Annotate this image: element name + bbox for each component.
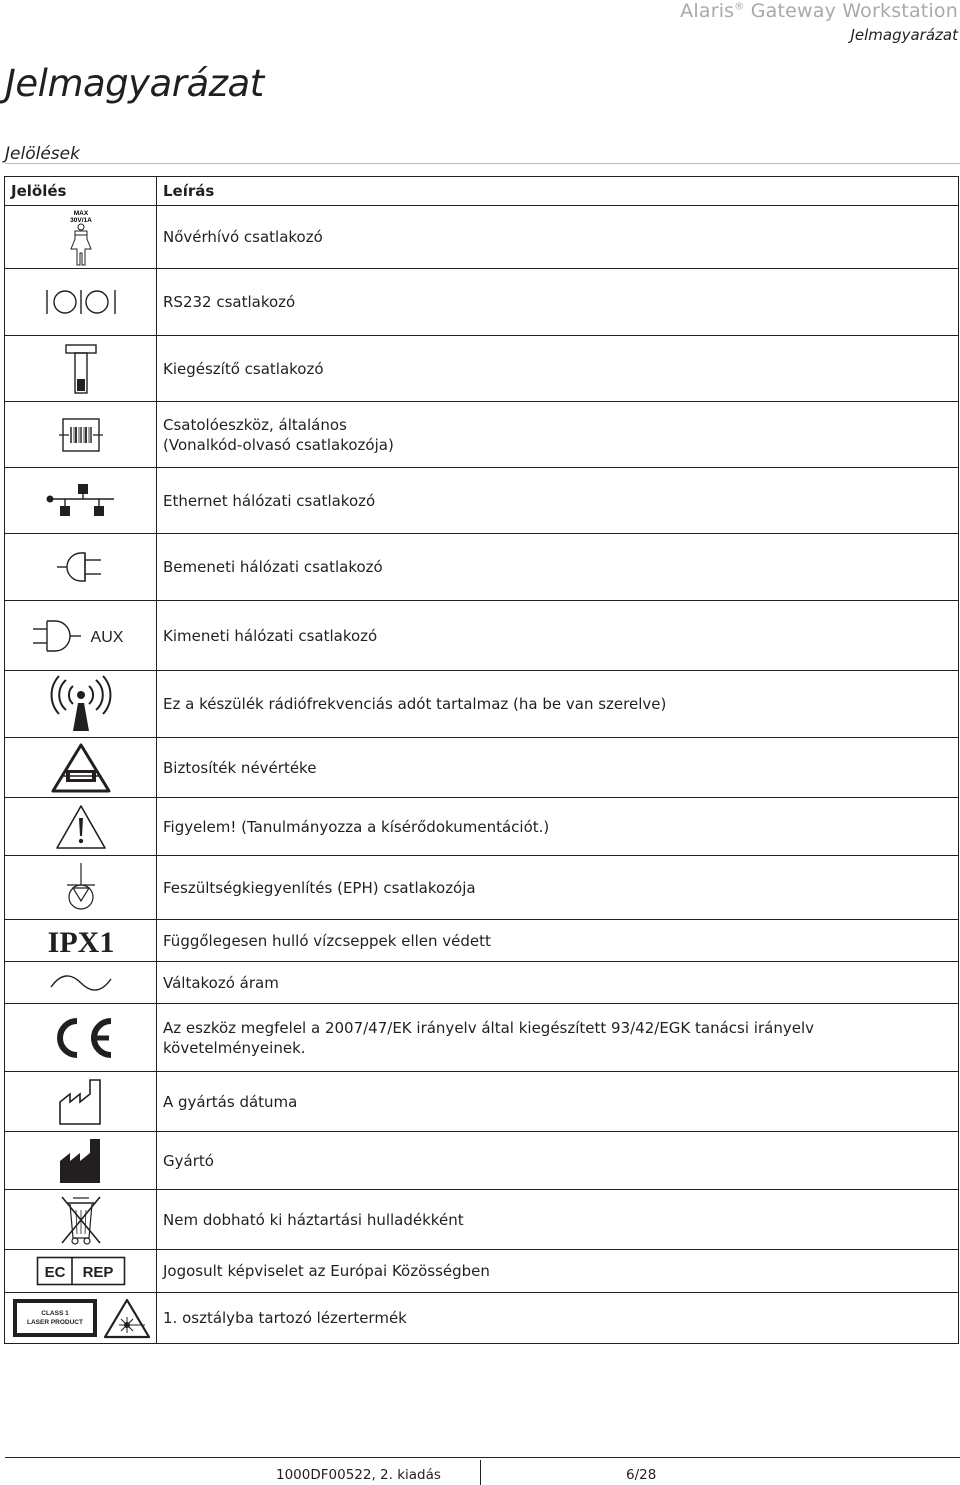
laser-class1-icon bbox=[5, 1293, 157, 1344]
section-subtitle: Jelölések bbox=[5, 144, 80, 164]
table-row bbox=[5, 920, 959, 962]
rep-label: REP bbox=[82, 1264, 113, 1281]
table-row bbox=[5, 206, 959, 269]
table-row bbox=[5, 1072, 959, 1132]
header-product bbox=[680, 0, 958, 22]
radio-transmitter-icon bbox=[5, 671, 157, 738]
header-product-suffix: Gateway Workstation bbox=[744, 0, 958, 22]
alternating-current-icon bbox=[5, 962, 157, 1004]
table-row bbox=[5, 534, 959, 601]
registered-mark: ® bbox=[734, 1, 745, 13]
col-symbol-header: Jelölés bbox=[5, 177, 157, 206]
header-product-name: Alaris bbox=[680, 0, 735, 22]
row-description: 1. osztályba tartozó lézertermék bbox=[157, 1293, 959, 1344]
row-description bbox=[157, 402, 959, 468]
row-description: Biztosíték névértéke bbox=[157, 738, 959, 798]
table-row bbox=[5, 269, 959, 336]
footer-divider bbox=[480, 1460, 481, 1485]
symbol-legend-table bbox=[4, 176, 959, 1344]
mains-input-icon bbox=[5, 534, 157, 601]
fuse-rating-icon bbox=[5, 738, 157, 798]
manufacturer-icon bbox=[5, 1132, 157, 1190]
row-description-line2: (Vonalkód-olvasó csatlakozója) bbox=[163, 435, 394, 454]
row-description: Nővérhívó csatlakozó bbox=[157, 206, 959, 269]
table-row bbox=[5, 601, 959, 671]
table-row bbox=[5, 856, 959, 920]
row-description: Ethernet hálózati csatlakozó bbox=[157, 468, 959, 534]
row-description: Függőlegesen hulló vízcseppek ellen védett bbox=[157, 920, 959, 962]
page-title: Jelmagyarázat bbox=[5, 62, 264, 105]
row-description: Jogosult képviselet az Európai Közösségben bbox=[157, 1250, 959, 1293]
row-description: Figyelem! (Tanulmányozza a kísérődokumentációt.) bbox=[157, 798, 959, 856]
equipotential-icon bbox=[5, 856, 157, 920]
mains-output-aux-icon bbox=[5, 601, 157, 671]
table-row bbox=[5, 738, 959, 798]
laser-class-label: CLASS 1 bbox=[40, 1310, 69, 1317]
ipx1-icon bbox=[5, 920, 157, 962]
ipx1-label: IPX1 bbox=[47, 925, 114, 957]
row-description: Bemeneti hálózati csatlakozó bbox=[157, 534, 959, 601]
laser-product-label: LASER PRODUCT bbox=[26, 1319, 83, 1326]
rs232-icon bbox=[5, 269, 157, 336]
table-row bbox=[5, 962, 959, 1004]
row-description: Gyártó bbox=[157, 1132, 959, 1190]
nurse-call-icon bbox=[5, 206, 157, 269]
table-row bbox=[5, 671, 959, 738]
nurse-call-max-label: MAX bbox=[73, 210, 88, 217]
weee-bin-icon bbox=[5, 1190, 157, 1250]
table-row bbox=[5, 1190, 959, 1250]
footer-doc-id: 1000DF00522, 2. kiadás bbox=[276, 1467, 441, 1483]
subtitle-rule bbox=[5, 163, 960, 164]
row-description: Az eszköz megfelel a 2007/47/EK irányelv által kiegészített 93/42/EGK tanácsi irányelv követelményeinek. bbox=[157, 1004, 959, 1072]
row-description: Kiegészítő csatlakozó bbox=[157, 336, 959, 402]
date-of-manufacture-icon bbox=[5, 1072, 157, 1132]
ethernet-icon bbox=[5, 468, 157, 534]
table-row bbox=[5, 1293, 959, 1344]
footer-rule bbox=[5, 1457, 960, 1458]
row-description-line1: Csatolóeszköz, általános bbox=[163, 415, 347, 434]
ec-label: EC bbox=[44, 1264, 65, 1281]
nurse-call-rating-label: 30V/1A bbox=[69, 217, 92, 224]
table-row bbox=[5, 1250, 959, 1293]
table-header-row bbox=[5, 177, 959, 206]
ec-rep-icon bbox=[5, 1250, 157, 1293]
table-row bbox=[5, 1004, 959, 1072]
row-description: Kimeneti hálózati csatlakozó bbox=[157, 601, 959, 671]
barcode-connector-icon bbox=[5, 402, 157, 468]
table-row bbox=[5, 336, 959, 402]
aux-label: AUX bbox=[90, 628, 123, 646]
row-description: Feszültségkiegyenlítés (EPH) csatlakozója bbox=[157, 856, 959, 920]
table-row bbox=[5, 468, 959, 534]
row-description: Váltakozó áram bbox=[157, 962, 959, 1004]
footer-page-number: 6/28 bbox=[626, 1467, 657, 1483]
row-description: Ez a készülék rádiófrekvenciás adót tartalmaz (ha be van szerelve) bbox=[157, 671, 959, 738]
accessory-connector-icon bbox=[5, 336, 157, 402]
ce-mark-icon bbox=[5, 1004, 157, 1072]
row-description: A gyártás dátuma bbox=[157, 1072, 959, 1132]
row-description: Nem dobható ki háztartási hulladékként bbox=[157, 1190, 959, 1250]
col-description-header: Leírás bbox=[157, 177, 959, 206]
warning-triangle-icon bbox=[5, 798, 157, 856]
table-row bbox=[5, 402, 959, 468]
row-description: RS232 csatlakozó bbox=[157, 269, 959, 336]
table-row bbox=[5, 798, 959, 856]
table-row bbox=[5, 1132, 959, 1190]
header-section: Jelmagyarázat bbox=[850, 26, 958, 44]
